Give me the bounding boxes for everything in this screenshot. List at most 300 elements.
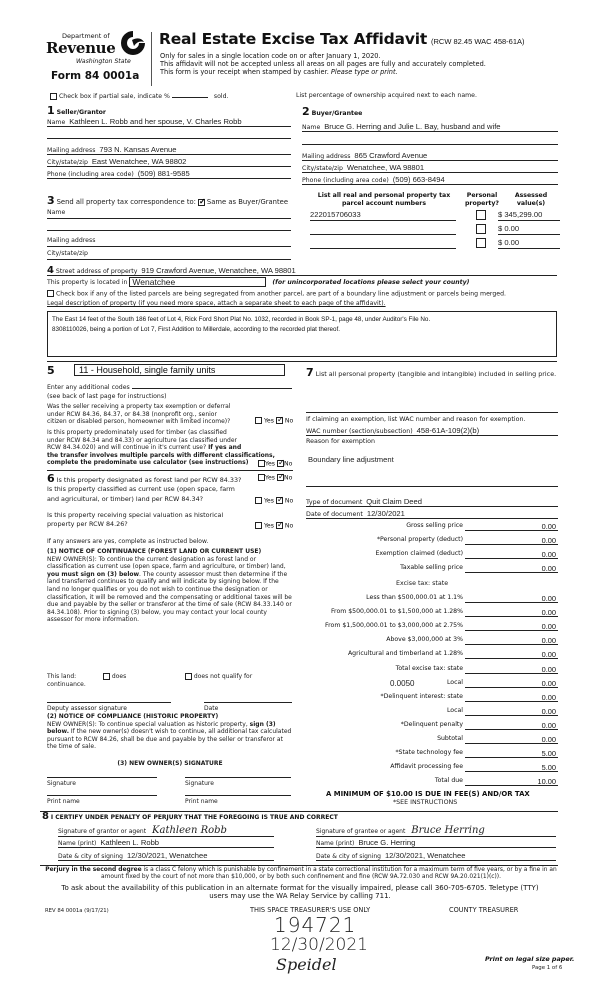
deputy-sig-label: Deputy assessor signature <box>47 705 127 712</box>
buyer-mailing-field[interactable] <box>302 151 558 161</box>
buyer-heading-text: Buyer/Grantee <box>311 110 363 117</box>
buyer-name-line2 <box>302 144 558 145</box>
q4-yes-label: Yes <box>263 497 274 505</box>
personal-property-line[interactable] <box>306 412 558 413</box>
same-as-buyer-label: Same as Buyer/Grantee <box>206 198 289 206</box>
excise-row-2 <box>300 608 558 618</box>
seller-heading-text: Seller/Grantor <box>56 109 106 116</box>
q2-answer <box>258 460 292 468</box>
notice-continuance-text <box>47 556 293 624</box>
correspondence-name-label: Name <box>47 209 66 216</box>
section-3-number: 3 <box>47 194 55 207</box>
correspondence-heading <box>47 194 288 207</box>
tax-row-label: Total excise tax: state <box>395 665 463 672</box>
tax-row-value[interactable]: 0.00 <box>541 564 556 573</box>
assessed-col-header-l1: Assessed <box>514 192 548 199</box>
q5-no-checkbox[interactable] <box>276 522 283 529</box>
print-name-label-2: Print name <box>185 798 218 805</box>
street-address-field[interactable] <box>47 265 557 276</box>
wac-field[interactable] <box>306 426 558 436</box>
q3-answer <box>258 474 292 482</box>
seller-name-value: Kathleen L. Robb and her spouse, V. Charles Robb <box>69 117 242 126</box>
deputy-signature-line[interactable] <box>47 702 171 703</box>
delinquent-interest-state-row <box>300 693 558 703</box>
reason-line <box>306 486 558 487</box>
notice-2-text-a: NEW OWNER(S): To continue special valuation as historic property, <box>47 720 248 728</box>
grantor-signature: Kathleen Robb <box>152 825 227 836</box>
buyer-mailing-value: 865 Crawford Avenue <box>354 151 428 160</box>
buyer-phone-field[interactable] <box>302 175 558 185</box>
q2-line3 <box>47 444 257 452</box>
buyer-name-label: Name <box>302 124 321 131</box>
notice-1-text-a: NEW OWNER(S): To continue the current designation as forest land or classification as current use (open space, farm and agriculture, or timber) land, <box>47 555 286 571</box>
note-1: Only for sales in a single location code on or after January 1, 2020. <box>160 52 381 60</box>
seller-city-label: City/state/zip <box>47 159 88 166</box>
parcel-row <box>302 210 560 222</box>
seller-mailing-value: 793 N. Kansas Avenue <box>99 145 177 154</box>
agency-line1: Department of <box>62 32 110 40</box>
treasurer-stamp <box>272 915 368 975</box>
doc-type-label: Type of document <box>306 499 363 506</box>
notice-2-bold: sign (3) below. <box>47 720 276 736</box>
q2-line3-bold: If yes and <box>208 444 242 452</box>
parcel-number-field[interactable]: 222015706033 <box>310 210 456 221</box>
q4-no-checkbox[interactable] <box>276 497 283 504</box>
personal-col-header-l2: property? <box>465 199 499 207</box>
print-name-line-1[interactable] <box>47 795 157 796</box>
correspondence-city-field[interactable] <box>47 250 291 260</box>
new-owner-sig-heading: (3) NEW OWNER(S) SIGNATURE <box>117 760 223 767</box>
wac-label: WAC number (section/subsection) <box>306 428 413 435</box>
q2-line2: under RCW 84.34 and 84.33) or agriculture (as classified under <box>47 436 237 444</box>
q3-yes-checkbox[interactable] <box>258 474 265 481</box>
personal-property-checkbox[interactable] <box>476 224 486 234</box>
tax-row-label: Above $3,000,000 at 3% <box>386 636 463 643</box>
tax-row-value[interactable]: 0.00 <box>541 679 556 688</box>
subtotal-row <box>300 735 558 745</box>
seller-heading <box>47 104 106 117</box>
perjury-bold: Perjury in the second degree <box>45 867 142 873</box>
correspondence-name-line2 <box>47 230 291 231</box>
land-label: This land: <box>47 673 77 680</box>
q4-no-label: No <box>284 497 294 505</box>
parcel-number-field[interactable] <box>310 238 456 249</box>
q3-no-label: No <box>283 474 293 482</box>
tax-row-label: *Delinquent penalty <box>400 721 463 728</box>
tax-row-value[interactable]: 0.00 <box>541 693 556 702</box>
legal-description-box[interactable] <box>47 311 557 357</box>
local-excise-row <box>300 679 558 689</box>
note-3-italic: Please type or print. <box>330 68 398 77</box>
grantee-date-label: Date & city of signing <box>316 853 381 860</box>
new-owner-signature-line-2[interactable] <box>185 777 291 778</box>
tax-row-value[interactable]: 0.00 <box>541 707 556 716</box>
q4-yes-checkbox[interactable] <box>255 497 262 504</box>
grantor-name-field[interactable] <box>58 838 274 848</box>
tax-row-value[interactable]: 0.00 <box>541 536 556 545</box>
seller-mailing-field[interactable] <box>47 145 291 155</box>
grantee-name-label: Name (print) <box>316 840 355 847</box>
forest-question-text: Is this property designated as forest land per RCW 84.33? <box>56 476 242 484</box>
notice-compliance <box>47 713 293 751</box>
assessed-col-header <box>502 192 560 207</box>
correspondence-name-field[interactable] <box>47 209 291 219</box>
section-7-label: List all personal property (tangible and intangible) included in selling price. <box>315 370 557 378</box>
doc-type-field[interactable] <box>306 497 558 507</box>
location-select[interactable]: Wenatchee <box>129 277 266 287</box>
location-row <box>47 277 469 287</box>
deputy-date-line[interactable] <box>204 702 292 703</box>
excise-row-1 <box>300 594 558 604</box>
tax-row-value[interactable]: 0.00 <box>541 522 556 531</box>
timber-question <box>47 429 275 467</box>
agency-logo <box>46 30 146 90</box>
does-not-option <box>185 673 252 681</box>
header-notes <box>160 52 486 77</box>
segregate-checkbox[interactable] <box>47 290 54 297</box>
notice-1-text-b: . The county assessor must then determine if the land transferred continues to qualify and will indicate by signing below. If the land no longer qualifies or you do not wish to continue the designation or classification, it will be removed and the compensating or additional taxes will be due and payable by the seller or transferor at the time of sale (RCW 84.33.140 or 84.34.108). Prior to signing (3) below, you may contact your local county assessor for more information. <box>47 570 292 624</box>
q1-line3: citizen or disabled person, homeowner with limited income)? <box>47 418 231 426</box>
q1-line2: under RCW 84.36, 84.37, or 84.38 (nonprofit org., senior <box>47 410 217 418</box>
buyer-phone-value: (509) 663-8494 <box>392 175 445 184</box>
grantee-name-value: Bruce G. Herring <box>358 838 416 847</box>
use-code-select[interactable]: 11 - Household, single family units <box>74 364 285 376</box>
street-address-label: Street address of property <box>55 268 138 275</box>
tax-row-label: Subtotal <box>437 735 463 742</box>
location-label: This property is located in <box>47 278 128 286</box>
street-address-value: 919 Crawford Avenue, Wenatchee, WA 98801 <box>141 266 296 275</box>
section-8-heading <box>42 811 338 822</box>
tax-row-value[interactable]: 5.00 <box>541 749 556 758</box>
personal-col-header <box>462 192 502 207</box>
partial-sale-suffix: sold. <box>213 93 229 100</box>
title-text: Real Estate Excise Tax Affidavit <box>159 30 428 48</box>
tax-row-label: Total due <box>434 777 463 784</box>
q1-line1: Was the seller receiving a property tax exemption or deferral <box>47 403 231 410</box>
seller-phone-field[interactable] <box>47 169 291 179</box>
minimum-due-note: A MINIMUM OF $10.00 IS DUE IN FEE(S) AND/OR TAX <box>326 790 530 798</box>
certify-heading: I CERTIFY UNDER PENALTY OF PERJURY THAT THE FOREGOING IS TRUE AND CORRECT <box>50 814 338 821</box>
land-qualify-row <box>47 673 293 688</box>
total-excise-state-row <box>300 665 558 675</box>
section-divider <box>47 361 557 362</box>
q4-line2: and agricultural, or timber) land per RCW 84.34? <box>47 494 204 503</box>
does-label: does <box>111 673 127 680</box>
reason-label: Reason for exemption <box>306 438 375 445</box>
grantee-sig-label: Signature of grantee or agent <box>316 828 406 835</box>
tax-row-label: Local <box>446 707 463 714</box>
q3-yes-label: Yes <box>265 474 275 482</box>
total-due-row <box>300 777 558 787</box>
buyer-heading <box>302 105 362 118</box>
partial-sale-row <box>50 92 228 100</box>
q1-no-checkbox[interactable] <box>276 417 283 424</box>
tax-row-label: From $500,000.01 to $1,500,000 at 1.28% <box>330 608 463 615</box>
buyer-city-label: City/state/zip <box>302 165 343 172</box>
state-technology-fee-row <box>300 749 558 759</box>
agency-line2: Revenue <box>46 39 116 57</box>
grantor-sig-label: Signature of grantor or agent <box>58 828 147 835</box>
segregate-label: Check box if any of the listed parcels are being segregated from another parcel, are part of a boundary line adjustment or parcels being merged. <box>55 290 506 298</box>
legal-description-line1: The East 14 feet of the South 186 feet of Lot 4, Rick Ford Short Plat No. 1032, recorded in Book SP-1, page 48, under Auditor's File No. <box>52 316 431 323</box>
grantor-name-value: Kathleen L. Robb <box>100 838 160 847</box>
grantee-name-field[interactable] <box>316 838 556 848</box>
new-owner-signature-line-1[interactable] <box>47 777 157 778</box>
grantor-date-label: Date & city of signing <box>58 853 123 860</box>
grantee-signature: Bruce Herring <box>411 825 485 836</box>
taxable-selling-price-row <box>300 564 558 574</box>
correspondence-mailing-field[interactable] <box>47 237 291 247</box>
does-not-checkbox[interactable] <box>185 673 192 680</box>
grantor-signature-field[interactable] <box>58 825 274 837</box>
doc-type-value: Quit Claim Deed <box>366 497 422 506</box>
print-note: Print on legal size paper. <box>485 955 575 963</box>
tax-row-label: Agricultural and timberland at 1.28% <box>347 650 463 657</box>
exemption-note: If claiming an exemption, list WAC number and reason for exemption. <box>306 416 526 423</box>
buyer-city-field[interactable] <box>302 163 558 173</box>
historic-question <box>47 512 223 528</box>
segregate-row <box>47 290 506 298</box>
seller-name-line2 <box>47 138 291 139</box>
tax-row-value[interactable]: 0.00 <box>541 735 556 744</box>
tax-row-label: Local <box>446 679 463 686</box>
tax-row-label: Exemption claimed (deduct) <box>375 550 463 557</box>
page-number: Page 1 of 6 <box>532 965 563 971</box>
same-as-buyer-checkbox[interactable] <box>198 199 205 206</box>
doc-date-value: 12/30/2021 <box>366 509 405 518</box>
notice-continuance-heading: (1) NOTICE OF CONTINUANCE (FOREST LAND OR CURRENT USE) <box>47 548 262 555</box>
notice-compliance-heading: (2) NOTICE OF COMPLIANCE (HISTORIC PROPERTY) <box>47 713 219 720</box>
section-6-number: 6 <box>47 472 55 485</box>
notice-compliance-text <box>47 721 293 751</box>
tax-row-value[interactable]: 0.00 <box>541 636 556 645</box>
q1-yes-checkbox[interactable] <box>255 417 262 424</box>
q2-no-checkbox[interactable] <box>277 460 284 467</box>
grantor-date-field[interactable] <box>58 851 274 861</box>
seller-mailing-label: Mailing address <box>47 147 96 154</box>
tax-row-value[interactable]: 0.00 <box>541 721 556 730</box>
correspondence-mailing-label: Mailing address <box>47 237 96 244</box>
q1-answer <box>255 417 293 425</box>
notice-continuance <box>47 548 293 624</box>
grantee-signature-field[interactable] <box>316 825 556 837</box>
q5-yes-checkbox[interactable] <box>255 522 262 529</box>
tax-row-value[interactable]: 0.00 <box>541 665 556 674</box>
buyer-name-value: Bruce G. Herring and Julie L. Bay, husband and wife <box>324 122 501 131</box>
grantee-date-value: 12/30/2021, Wenatchee <box>384 851 466 860</box>
buyer-name-field[interactable] <box>302 122 558 132</box>
does-not-label: does not qualify for <box>193 673 253 680</box>
exemption-claimed-row <box>300 550 558 560</box>
print-name-line-2[interactable] <box>185 795 291 796</box>
parcel-number-field[interactable] <box>310 224 456 235</box>
notice-2-text-b: If the new owner(s) doesn't wish to continue, all additional tax calculated pursuant to RCW 84.26, shall be due and payable by the seller or transferor at the time of sale. <box>47 728 292 751</box>
location-note: (for unincorporated locations please select your county) <box>272 278 470 286</box>
q4-answer <box>255 497 293 505</box>
agency-line3: Washington State <box>76 58 131 65</box>
title-ref: (RCW 82.45 WAC 458-61A) <box>431 37 525 46</box>
seller-phone-value: (509) 881-9585 <box>137 169 190 178</box>
additional-codes-note: (see back of last page for instructions) <box>47 393 167 400</box>
legal-description-label: Legal description of property (if you need more space, attach a separate sheet to each page of the affidavit). <box>47 300 386 307</box>
seller-city-field[interactable] <box>47 157 291 167</box>
q2-yes-label: Yes <box>265 460 275 468</box>
section-5-number: 5 <box>47 364 55 377</box>
deputy-date-label: Date <box>204 705 219 712</box>
seller-name-label: Name <box>47 119 66 126</box>
perjury-divider <box>40 865 558 866</box>
forest-question <box>47 472 241 485</box>
personal-col-header-l1: Personal <box>466 192 498 199</box>
correspondence-city-label: City/state/zip <box>47 250 88 257</box>
tax-row-label: From $1,500,000.01 to $3,000,000 at 2.75% <box>325 622 463 629</box>
excise-row-4 <box>300 636 558 646</box>
revision-label: REV 84 0001a (9/17/21) <box>45 908 109 914</box>
print-name-label-1: Print name <box>47 798 80 805</box>
section-5-6-divider <box>47 470 293 471</box>
note-3 <box>160 68 486 76</box>
local-rate-value: 0.0050 <box>390 679 415 688</box>
reason-value[interactable]: Boundary line adjustment <box>308 455 394 464</box>
revenue-logo-icon <box>120 30 146 56</box>
section-8-number: 8 <box>42 811 49 822</box>
perjury-notice <box>36 867 566 881</box>
stamp-signature: Speidel <box>276 955 337 974</box>
q5-line1: Is this property receiving special valuation as historical <box>47 511 224 519</box>
assessed-value-field[interactable]: $ 0.00 <box>498 224 560 235</box>
section-7-heading <box>306 366 558 379</box>
excise-row-3 <box>300 622 558 632</box>
tax-row-value[interactable]: 10.00 <box>537 777 556 786</box>
q5-no-label: No <box>284 522 294 530</box>
excise-tax-heading: Excise tax: state <box>396 580 449 587</box>
doc-date-label: Date of document <box>306 511 363 518</box>
correspondence-label: Send all property tax correspondence to: <box>56 198 196 206</box>
doc-date-field[interactable] <box>306 509 558 519</box>
parcel-row <box>302 224 560 236</box>
q1-no-label: No <box>284 417 294 425</box>
section-7-number: 7 <box>306 366 314 379</box>
note-2: This affidavit will not be accepted unless all areas on all pages are fully and accurately completed. <box>160 60 486 69</box>
gross-selling-price-row <box>300 522 558 532</box>
parcels-table <box>302 192 560 262</box>
note-3-text: This form is your receipt when stamped by cashier. <box>160 68 329 77</box>
q5-answer <box>255 522 293 530</box>
q2-no-label: No <box>283 460 293 468</box>
personal-property-deduct-row <box>300 536 558 546</box>
assessed-value-field[interactable]: $ 0.00 <box>498 238 560 249</box>
seller-phone-label: Phone (including area code) <box>47 171 134 178</box>
signature-label-2: Signature <box>185 780 214 787</box>
tax-row-label: *State technology fee <box>395 749 463 756</box>
tax-row-value[interactable]: 0.00 <box>541 608 556 617</box>
tax-row-value[interactable]: 0.00 <box>541 550 556 559</box>
seller-name-field[interactable] <box>47 117 291 127</box>
tax-row-value[interactable]: 5.00 <box>541 763 556 772</box>
form-number: Form 84 0001a <box>51 70 140 82</box>
does-option <box>103 673 126 681</box>
q4-line1: Is this property classified as current use (open space, farm <box>47 485 235 493</box>
perjury-text: is a class C felony which is punishable by confinement in a state correctional institution for a maximum term of five years, or by a fine in an amount fixed by the court of not more than $10,000, or by both such confinement and fine (RCW 9A.72.030 and RCW 9A.20.021(1)(c)). <box>101 867 557 880</box>
current-use-question <box>47 486 235 503</box>
tax-row-label: Affidavit processing fee <box>390 763 463 770</box>
assessed-col-header-l2: value(s) <box>516 199 546 207</box>
parcel-col-header-l2: parcel account numbers <box>341 199 427 207</box>
q2-line4: the transfer involves multiple parcels with different classifications, <box>47 451 275 459</box>
buyer-city-value: Wenatchee, WA 98801 <box>346 163 425 172</box>
section-4-number: 4 <box>47 265 54 276</box>
tax-row-label: Taxable selling price <box>400 564 463 571</box>
treasurer-use-label: THIS SPACE TREASURER'S USE ONLY <box>250 906 371 914</box>
form-title <box>159 30 525 48</box>
q2-line3-text: RCW 84.34.020) and will continue in it's current use? <box>47 444 207 452</box>
tax-row-label: *Personal property (deduct) <box>376 536 463 543</box>
personal-property-checkbox[interactable] <box>476 238 486 248</box>
tax-row-value[interactable]: 0.00 <box>541 622 556 631</box>
signature-label-1: Signature <box>47 780 76 787</box>
see-instructions-note: *SEE INSTRUCTIONS <box>393 799 458 806</box>
q2-line1: Is this property predominately used for timber (as classified <box>47 429 227 436</box>
ownership-note: List percentage of ownership acquired next to each name. <box>296 92 477 99</box>
parcel-row <box>302 238 560 250</box>
grantor-name-label: Name (print) <box>58 840 97 847</box>
additional-codes-label: Enter any additional codes <box>47 384 130 391</box>
partial-sale-input[interactable] <box>172 92 208 98</box>
tax-row-label: Gross selling price <box>406 522 463 529</box>
header-divider <box>151 32 152 86</box>
grantor-date-value: 12/30/2021, Wenatchee <box>126 851 208 860</box>
assessed-value-field[interactable]: $ 345,299.00 <box>498 210 560 221</box>
exemption-question <box>47 403 257 426</box>
personal-property-checkbox[interactable] <box>476 210 486 220</box>
affidavit-processing-fee-row <box>300 763 558 773</box>
tax-row-value[interactable]: 0.00 <box>541 594 556 603</box>
q5-line2: property per RCW 84.26? <box>47 519 128 528</box>
buyer-mailing-label: Mailing address <box>302 153 351 160</box>
additional-codes-row <box>47 383 292 391</box>
q1-yes-label: Yes <box>263 417 274 425</box>
tax-row-label: *Delinquent interest: state <box>380 693 463 700</box>
stamp-receipt-number: 194721 <box>274 913 357 937</box>
q3-no-checkbox[interactable] <box>277 474 284 481</box>
excise-row-5 <box>300 650 558 660</box>
notice-1-bold: you must sign on (3) below <box>47 570 140 578</box>
q2-yes-checkbox[interactable] <box>258 460 265 467</box>
legal-description-line2: 8308110026, being a portion of Lot 7, First Addition to Millerdale, according to the recorded plat thereof. <box>52 326 340 333</box>
county-treasurer-label: COUNTY TREASURER <box>449 906 519 914</box>
partial-sale-label: Check box if partial sale, indicate % <box>58 93 170 100</box>
partial-sale-checkbox[interactable] <box>50 93 57 100</box>
parcel-col-header-l1: List all real and personal property tax <box>317 192 451 199</box>
stamp-date: 12/30/2021 <box>270 935 368 955</box>
delinquent-penalty-row <box>300 721 558 731</box>
does-checkbox[interactable] <box>103 673 110 680</box>
grantee-date-field[interactable] <box>316 851 556 861</box>
parcel-col-header <box>310 192 458 207</box>
additional-codes-input[interactable] <box>132 383 292 389</box>
tax-row-value[interactable]: 0.00 <box>541 650 556 659</box>
wac-value: 458-61A-109(2)(b) <box>416 426 480 435</box>
delinquent-interest-local-row <box>300 707 558 717</box>
seller-city-value: East Wenatchee, WA 98802 <box>91 157 187 166</box>
continuance-label: continuance. <box>47 680 86 688</box>
section-2-number: 2 <box>302 105 310 118</box>
instructions-note: If any answers are yes, complete as instructed below. <box>47 538 209 545</box>
tax-row-label: Less than $500,000.01 at 1.1% <box>366 594 463 601</box>
buyer-phone-label: Phone (including area code) <box>302 177 389 184</box>
section-1-number: 1 <box>47 104 55 117</box>
accessibility-notice: To ask about the availability of this publication in an alternate format for the visually impaired, please call 360-705-6705. Teletype (TTY) users may use the WA Relay Service by calling 711. <box>61 884 539 900</box>
